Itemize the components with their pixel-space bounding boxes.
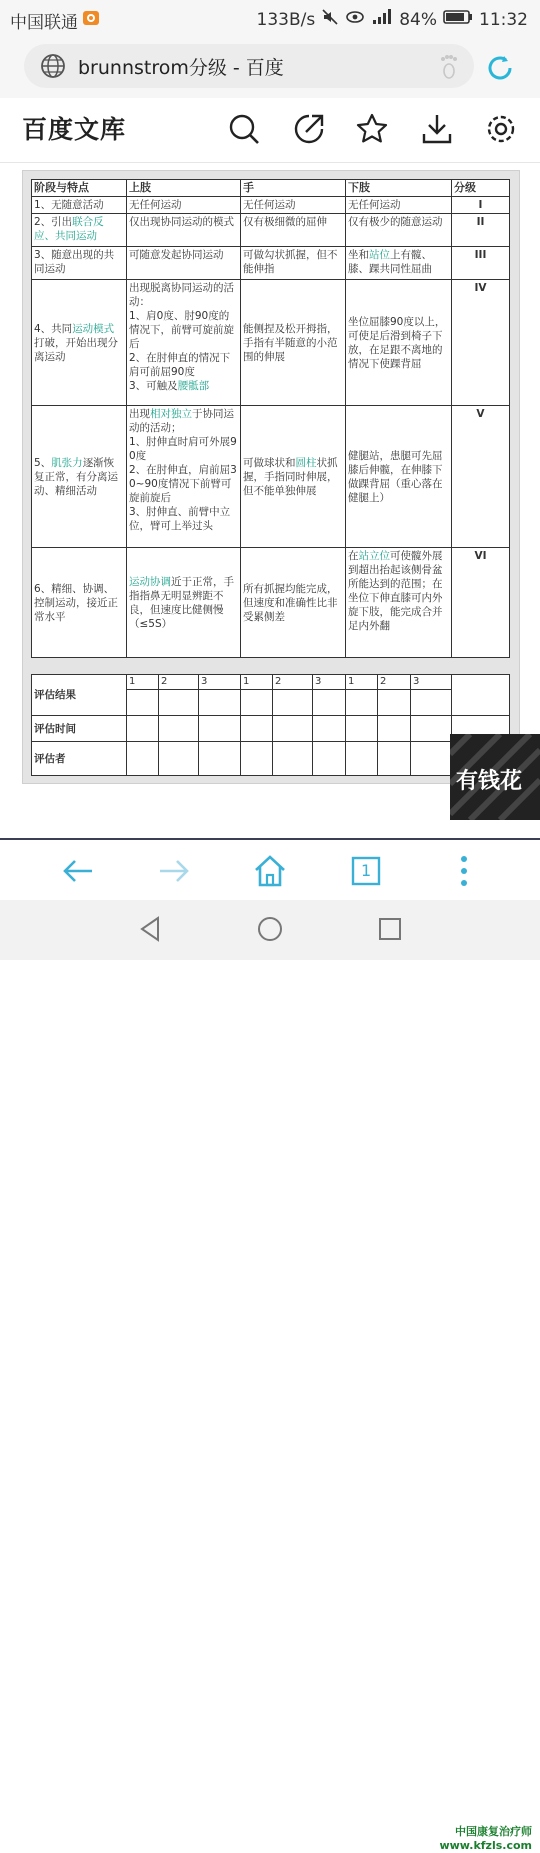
eval-label: 评估结果: [32, 675, 127, 716]
lower-text: 在: [348, 550, 359, 562]
eval-time-row: [32, 716, 510, 742]
back-arrow-icon[interactable]: [60, 853, 96, 889]
upper-limb-cell: 无任何运动: [127, 197, 241, 214]
eval-cell[interactable]: [313, 690, 346, 716]
clock: 11:32: [479, 9, 528, 30]
home-icon[interactable]: [252, 853, 288, 889]
lower-text: 上有髋、膝、踝共同性屈曲: [348, 249, 432, 275]
share-icon[interactable]: [292, 112, 326, 146]
stage-cell: [32, 406, 127, 548]
lower-link[interactable]: 站立位: [358, 550, 390, 562]
eval-cell[interactable]: [127, 690, 159, 716]
system-nav-bar: [0, 900, 540, 1852]
table-row: [32, 247, 510, 280]
lower-text: 可使髋外展到超出抬起该侧骨盆所能达到的范围；在坐位下伸直膝可内外旋下肢，能完成合并足内外翻: [348, 550, 443, 632]
eval-cell[interactable]: [411, 742, 452, 776]
credit-url: www.kfzls.com: [439, 1839, 532, 1852]
hand-cell: 无任何运动: [241, 197, 346, 214]
browser-bottom-bar: [0, 838, 540, 902]
grade-cell: V: [452, 406, 510, 548]
stage-link[interactable]: 肌张力: [51, 456, 83, 469]
tabs-icon[interactable]: [348, 853, 384, 889]
upper-line: 1、肩0度、肘90度的情况下，前臂可旋前旋后: [129, 310, 234, 350]
stage-link[interactable]: 联合反应、共同运动: [34, 216, 104, 242]
lower-text: 坐和: [348, 249, 369, 261]
eval-cell[interactable]: [199, 716, 241, 742]
eval-number-row: [32, 675, 510, 690]
eval-cell[interactable]: [159, 690, 199, 716]
stage-cell: [32, 280, 127, 406]
eval-number: 2: [159, 675, 199, 690]
table-row: [32, 214, 510, 247]
eval-number: 3: [411, 675, 452, 690]
ad-text: 有钱花: [456, 769, 523, 794]
eval-number: 1: [346, 675, 378, 690]
header-cell: 分级: [452, 180, 510, 197]
carrier-label: 中国联通: [10, 13, 78, 33]
upper-limb-cell: [127, 548, 241, 658]
eval-cell[interactable]: [411, 716, 452, 742]
footprint-icon[interactable]: [438, 54, 460, 84]
eval-cell[interactable]: [378, 742, 411, 776]
upper-line: [129, 379, 238, 393]
globe-icon: [40, 53, 66, 79]
brunnstrom-table: [31, 179, 510, 658]
stage-cell: 1、无随意活动: [32, 197, 127, 214]
upper-text: 近于正常，手指指鼻无明显辨距不良，但速度比健侧慢（≤5S）: [129, 575, 234, 630]
eval-blank-cell: [452, 675, 510, 716]
grade-cell: I: [452, 197, 510, 214]
site-brand[interactable]: 百度文库: [22, 115, 127, 144]
download-icon[interactable]: [420, 112, 454, 146]
eval-cell[interactable]: [159, 716, 199, 742]
hand-cell: 所有抓握均能完成，但速度和准确性比非受累侧差: [241, 548, 346, 658]
status-bar: [0, 0, 540, 36]
lower-limb-cell: 仅有极少的随意运动: [346, 214, 452, 247]
lower-link[interactable]: 站位: [369, 249, 390, 261]
table-header-row: [32, 180, 510, 197]
table-row: [32, 280, 510, 406]
lower-limb-cell: 坐位屈膝90度以上，可使足后滑到椅子下放，在足跟不离地的情况下使踝背屈: [346, 280, 452, 406]
stage-text: 2、引出: [34, 216, 73, 228]
eval-cell[interactable]: [411, 690, 452, 716]
eval-cell[interactable]: [241, 742, 273, 776]
eval-label: 评估者: [32, 742, 127, 776]
eval-number: 1: [241, 675, 273, 690]
hand-cell: 仅有极细微的屈伸: [241, 214, 346, 247]
eval-cell[interactable]: [241, 690, 273, 716]
stage-text: 5、: [34, 456, 52, 469]
eye-comfort-icon: [345, 8, 365, 31]
system-recents-icon[interactable]: [375, 914, 405, 944]
lower-limb-cell: 无任何运动: [346, 197, 452, 214]
table-row: [32, 406, 510, 548]
source-credit: [439, 1825, 532, 1853]
eval-number: 2: [273, 675, 313, 690]
upper-line: [129, 407, 238, 435]
upper-link[interactable]: 腰骶部: [177, 380, 210, 392]
eval-cell[interactable]: [241, 716, 273, 742]
evaluation-table: [31, 674, 510, 776]
credit-line: 中国康复治疗师: [455, 1825, 532, 1838]
network-speed: 133B/s: [256, 9, 316, 30]
eval-cell[interactable]: [127, 716, 159, 742]
eval-cell[interactable]: [346, 690, 378, 716]
url-text: brunnstrom分级 - 百度: [78, 56, 284, 79]
upper-limb-cell: 仅出现协同运动的模式: [127, 214, 241, 247]
upper-line: 出现脱离协同运动的活动：: [129, 282, 234, 308]
system-back-icon[interactable]: [136, 914, 166, 944]
signal-icon: [371, 8, 393, 31]
stage-text: 逐渐恢复正常，有分离运动、精细活动: [34, 456, 118, 497]
upper-limb-cell: [127, 280, 241, 406]
stage-cell: [32, 214, 127, 247]
grade-cell: IV: [452, 280, 510, 406]
eval-cell[interactable]: [346, 716, 378, 742]
hand-text: 状抓握，手指同时伸展，但不能单独伸展: [243, 456, 338, 497]
header-cell: 下肢: [346, 180, 452, 197]
refresh-icon[interactable]: [484, 52, 516, 84]
upper-text: 出现: [129, 408, 150, 420]
hand-cell: 可做勾状抓握，但不能伸指: [241, 247, 346, 280]
eval-cell[interactable]: [378, 690, 411, 716]
grade-cell: II: [452, 214, 510, 247]
eval-number: 3: [313, 675, 346, 690]
eval-cell[interactable]: [273, 690, 313, 716]
header-cell: 阶段与特点: [32, 180, 127, 197]
eval-cell[interactable]: [159, 742, 199, 776]
eval-cell[interactable]: [127, 742, 159, 776]
table-row: [32, 548, 510, 658]
browser-toolbar: [0, 36, 540, 98]
upper-text: 于协同运动的活动；: [129, 408, 234, 434]
upper-line: 3、肘伸直、前臂中立位，臂可上举过头: [129, 506, 231, 532]
stage-text: 打破，开始出现分离运动: [34, 336, 118, 363]
stage-cell: 3、随意出现的共同运动: [32, 247, 127, 280]
ad-badge[interactable]: [450, 734, 540, 820]
eye-app-icon: [82, 9, 100, 32]
eval-cell[interactable]: [378, 716, 411, 742]
eval-number: 2: [378, 675, 411, 690]
grade-cell: VI: [452, 548, 510, 658]
system-home-icon[interactable]: [255, 914, 285, 944]
star-icon[interactable]: [355, 112, 389, 146]
stage-cell: 6、精细、协调、控制运动，接近正常水平: [32, 548, 127, 658]
stage-link[interactable]: 运动模式: [72, 322, 115, 335]
upper-limb-cell: [127, 406, 241, 548]
header-cell: 手: [241, 180, 346, 197]
eval-assessor-row: [32, 742, 510, 776]
battery-icon: [443, 9, 473, 30]
upper-line: 2、在肘伸直的情况下肩可前屈90度: [129, 352, 231, 378]
mute-icon: [321, 8, 339, 31]
header-cell: 上肢: [127, 180, 241, 197]
table-row: [32, 197, 510, 214]
hand-text: 可做球状和: [243, 456, 296, 469]
eval-cell[interactable]: [273, 742, 313, 776]
eval-cell[interactable]: [199, 690, 241, 716]
lower-limb-cell: [346, 548, 452, 658]
site-header: [0, 98, 540, 163]
eval-label: 评估时间: [32, 716, 127, 742]
eval-cell[interactable]: [313, 742, 346, 776]
upper-line: 2、在肘伸直，肩前屈30~90度情况下前臂可旋前旋后: [129, 464, 237, 504]
document-viewer[interactable]: [22, 170, 520, 784]
battery-level: 84%: [399, 9, 437, 30]
upper-limb-cell: 可随意发起协同运动: [127, 247, 241, 280]
search-icon[interactable]: [227, 112, 261, 146]
hand-link[interactable]: 圆柱: [295, 456, 317, 469]
grade-cell: III: [452, 247, 510, 280]
eval-number: 1: [127, 675, 159, 690]
upper-link[interactable]: 运动协调: [129, 575, 171, 588]
upper-line: 1、肘伸直时肩可外展90度: [129, 436, 237, 462]
lower-limb-cell: [346, 247, 452, 280]
eval-number: 3: [199, 675, 241, 690]
settings-gear-icon[interactable]: [484, 112, 518, 146]
stage-text: 4、共同: [34, 322, 73, 335]
upper-text: 3、可触及: [129, 380, 178, 392]
hand-cell: [241, 406, 346, 548]
forward-arrow-icon[interactable]: [156, 853, 192, 889]
eval-cell[interactable]: [313, 716, 346, 742]
eval-cell[interactable]: [199, 742, 241, 776]
address-bar[interactable]: [24, 44, 474, 88]
hand-cell: 能侧捏及松开拇指，手指有半随意的小范围的伸展: [241, 280, 346, 406]
more-menu-icon[interactable]: [446, 853, 482, 889]
lower-limb-cell: 健腿站，患腿可先屈膝后伸髋，在伸膝下做踝背屈（重心落在健腿上）: [346, 406, 452, 548]
eval-cell[interactable]: [273, 716, 313, 742]
tab-count: 1: [361, 861, 372, 880]
eval-cell[interactable]: [346, 742, 378, 776]
upper-link[interactable]: 相对独立: [150, 408, 192, 420]
